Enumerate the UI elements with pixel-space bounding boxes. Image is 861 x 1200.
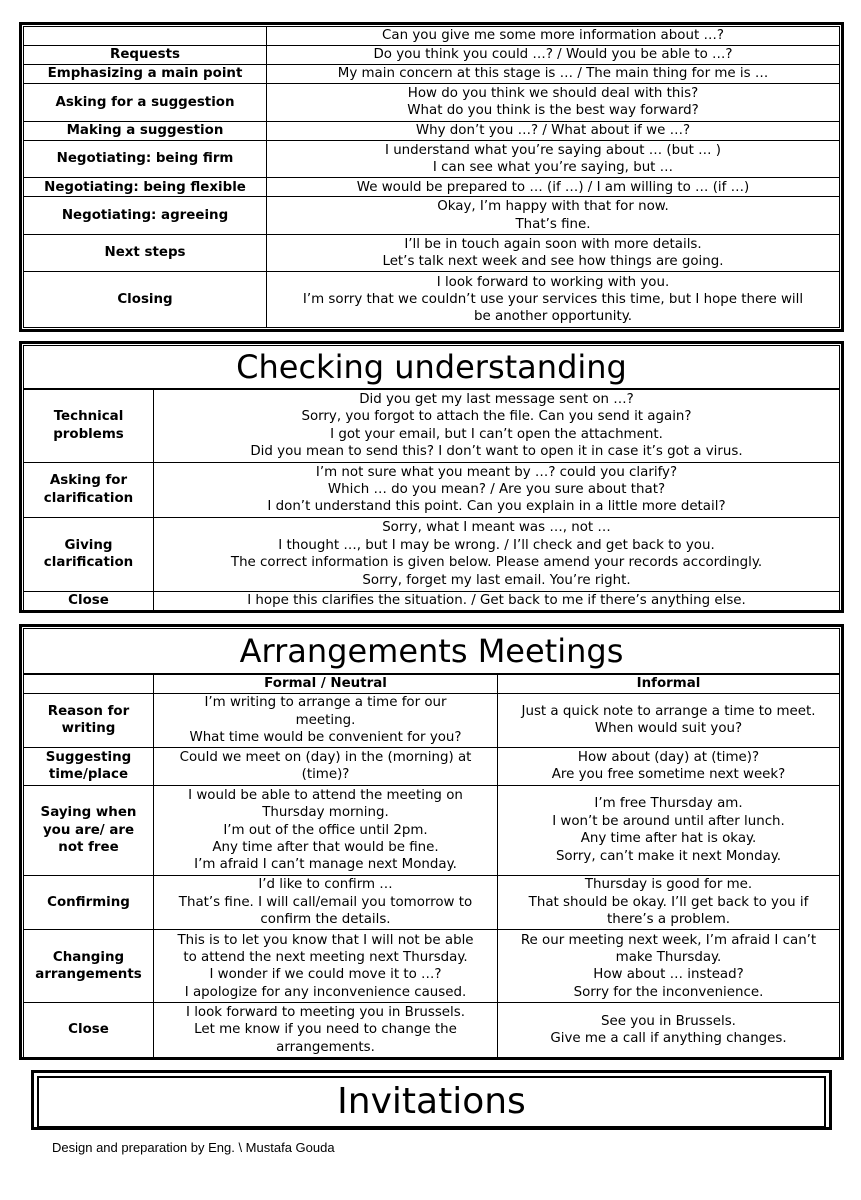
phrase-line: make Thursday. [615,949,722,965]
phrase-line: confirm the details. [260,912,391,928]
phrase-line: I’m not sure what you meant by …? could you clarify? [315,464,678,480]
phrase-line: I understand what you’re saying about … (but … ) [384,142,721,158]
label-line: Close [68,593,109,609]
table-row [24,930,840,1003]
phrase-line: I would be able to attend the meeting on [188,787,463,803]
phrase-line: I won’t be around until after lunch. [552,813,785,829]
phrase-line: I got your email, but I can’t open the attachment. [330,426,663,442]
phrase-line: Any time after hat is okay. [580,831,757,847]
phrase-line: Can you give me some more information about …? [382,28,724,44]
section-title: Arrangements Meetings [23,628,840,674]
formal-cell [154,1003,498,1058]
row-label [24,591,154,610]
phrase-cell [267,140,840,177]
label-line: Giving [64,537,113,553]
formal-cell [154,785,498,875]
phrase-line: That’s fine. I will call/email you tomorrow to [178,894,473,910]
phrase-line: Re our meeting next week, I’m afraid I can’t [520,932,817,948]
table-row [24,875,840,930]
phrase-line: Are you free sometime next week? [551,767,786,783]
phrase-line: That should be okay. I’ll get back to you if [528,894,809,910]
row-label [24,27,267,46]
column-header: Formal / Neutral [154,675,498,694]
phrase-line: Sorry, you forgot to attach the file. Can you send it again? [301,409,692,425]
row-label [24,462,154,517]
table-row [24,390,840,463]
formal-cell [154,748,498,785]
table-row [24,140,840,177]
phrase-line: Give me a call if anything changes. [550,1031,787,1047]
label-line: time/place [48,767,129,783]
informal-cell [498,748,840,785]
phrase-line: I can see what you’re saying, but … [432,159,674,175]
informal-cell [498,875,840,930]
table-row [24,197,840,234]
phrase-line: to attend the next meeting next Thursday. [183,949,468,965]
phrase-line: Sorry, what I meant was …, not … [382,520,611,536]
table-row [24,84,840,121]
table-row [24,121,840,140]
row-label [24,875,154,930]
phrase-line: I look forward to meeting you in Brussels. [186,1005,465,1021]
phrase-cell [154,390,840,463]
label-line: Changing [52,949,125,965]
phrase-line: Let’s talk next week and see how things are going. [382,254,724,270]
phrase-cell [154,462,840,517]
formal-cell [154,875,498,930]
phrase-cell [267,121,840,140]
table-row [24,27,840,46]
phrase-line: be another opportunity. [474,309,632,325]
phrase-line: We would be prepared to … (if …) / I am willing to … (if …) [356,179,750,195]
row-label: Emphasizing a main point [24,64,267,83]
phrase-line: Sorry, can’t make it next Monday. [555,848,782,864]
phrase-line: I’d like to confirm … [258,877,393,893]
row-label [24,693,154,748]
phrase-line: I’m out of the office until 2pm. [223,822,428,838]
phrase-line: This is to let you know that I will not be able [177,932,474,948]
footer-credit: Design and preparation by Eng. \ Mustafa Gouda [52,1140,335,1155]
phrase-line: Sorry, forget my last email. You’re right. [362,572,631,588]
phrase-cell [267,234,840,271]
phrase-line: Which … do you mean? / Are you sure about that? [327,482,666,498]
row-label: Closing [24,272,267,328]
section-title: Invitations [37,1076,826,1128]
row-label [24,517,154,591]
row-label: Requests [24,45,267,64]
table-row [24,748,840,785]
phrase-line: (time)? [301,767,350,783]
phrase-line: How about (day) at (time)? [577,750,760,766]
phrase-line: How about … instead? [593,967,744,983]
table-row [24,785,840,875]
phrase-line: Thursday morning. [262,805,389,821]
checking-understanding-panel [19,341,844,613]
phrase-line: I’m sorry that we couldn’t use your services this time, but I hope there will [302,291,804,307]
phrase-line: I apologize for any inconvenience caused. [184,984,467,1000]
phrase-cell [154,517,840,591]
label-line: Asking for [49,473,128,489]
arrangements-table [23,674,840,1058]
label-line: clarification [43,490,134,506]
phrase-line: I hope this clarifies the situation. / Get back to me if there’s anything else. [247,593,746,609]
phrase-line: I don’t understand this point. Can you explain in a little more detail? [267,499,726,515]
table-row [24,234,840,271]
label-line: writing [61,721,116,737]
label-line: arrangements [35,967,142,983]
label-line: Close [68,1022,109,1038]
phrase-line: I wonder if we could move it to …? [209,967,442,983]
arrangements-meetings-panel [19,624,844,1060]
phrase-line: Any time after that would be fine. [212,839,439,855]
label-line: Reason for [47,704,130,720]
informal-cell [498,1003,840,1058]
phrase-line: there’s a problem. [606,912,731,928]
phrase-cell [267,197,840,234]
phrase-line: What do you think is the best way forward? [407,103,699,119]
label-line: clarification [43,555,134,571]
phrase-cell [267,27,840,46]
phrase-line: I’m free Thursday am. [594,796,743,812]
phrase-line: When would suit you? [594,721,743,737]
phrase-line: I look forward to working with you. [436,274,670,290]
informal-cell [498,785,840,875]
invitations-panel [31,1070,832,1130]
label-line: not free [58,839,119,855]
table-row [24,1003,840,1058]
row-label [24,748,154,785]
column-header: Informal [498,675,840,694]
label-line: Confirming [47,894,130,910]
phrase-line: Okay, I’m happy with that for now. [437,199,669,215]
table-row [24,272,840,328]
row-label: Negotiating: agreeing [24,197,267,234]
phrase-line: meeting. [295,712,356,728]
phrase-line: Did you mean to send this? I don’t want to open it in case it’s got a virus. [250,444,743,460]
label-line: Suggesting [45,750,132,766]
table-row [24,462,840,517]
table-row [24,178,840,197]
header-row [24,675,840,694]
table-row [24,591,840,610]
phrase-cell [267,84,840,121]
label-line: problems [53,426,124,442]
row-label: Asking for a suggestion [24,84,267,121]
phrase-line: That’s fine. [515,216,591,232]
informal-cell [498,693,840,748]
phrase-cell [267,272,840,328]
phrase-cell [154,591,840,610]
phrase-line: The correct information is given below. Please amend your records accordingly. [230,555,763,571]
formal-cell [154,693,498,748]
informal-cell [498,930,840,1003]
table-row [24,45,840,64]
label-line: Saying when [40,805,137,821]
phrase-line: Did you get my last message sent on …? [359,392,634,407]
phrase-cell [267,64,840,83]
phrases-table [23,26,840,328]
row-label: Negotiating: being flexible [24,178,267,197]
formal-cell [154,930,498,1003]
phrase-line: Could we meet on (day) in the (morning) at [179,750,472,766]
label-line: you are/ are [42,822,135,838]
table-row [24,693,840,748]
phrase-line: My main concern at this stage is … / The main thing for me is … [337,66,769,82]
row-label: Next steps [24,234,267,271]
label-line: Technical [53,409,124,425]
phrase-line: Let me know if you need to change the [194,1022,457,1038]
phrase-line: I’m afraid I can’t manage next Monday. [194,857,457,873]
phrase-line: See you in Brussels. [601,1013,736,1029]
checking-table [23,389,840,611]
section-title: Checking understanding [23,345,840,389]
phrase-line: I’ll be in touch again soon with more details. [404,236,702,252]
phrase-line: Why don’t you …? / What about if we …? [415,122,691,138]
table-row [24,64,840,83]
row-label [24,1003,154,1058]
header-blank [24,675,154,694]
row-label: Negotiating: being firm [24,140,267,177]
row-label: Making a suggestion [24,121,267,140]
phrase-cell [267,178,840,197]
phrase-cell [267,45,840,64]
table-row [24,517,840,591]
phrase-line: Do you think you could …? / Would you be able to …? [373,47,733,63]
phrase-line: I thought …, but I may be wrong. / I’ll check and get back to you. [278,537,715,553]
phrase-line: Thursday is good for me. [584,877,753,893]
row-label [24,390,154,463]
row-label [24,930,154,1003]
phrase-line: What time would be convenient for you? [189,730,462,746]
row-label [24,785,154,875]
phrases-panel-top [19,22,844,332]
phrase-line: Sorry for the inconvenience. [573,984,764,1000]
phrase-line: Just a quick note to arrange a time to meet. [521,704,816,720]
phrase-line: How do you think we should deal with this? [407,85,699,101]
phrase-line: arrangements. [276,1039,375,1055]
phrase-line: I’m writing to arrange a time for our [204,695,447,711]
